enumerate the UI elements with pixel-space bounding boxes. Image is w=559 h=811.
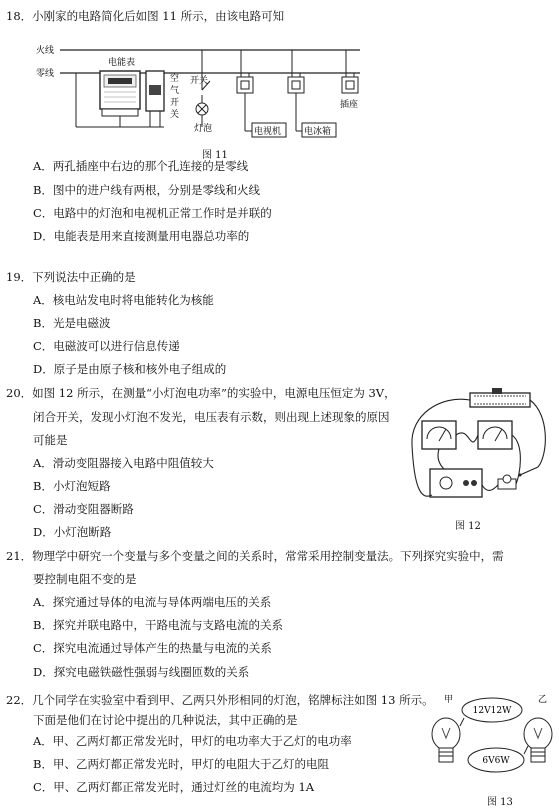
fridge-label: 电冰箱 — [304, 127, 332, 137]
live-wire-label: 火线 — [36, 46, 55, 56]
q19-option-c: C．电磁波可以进行信息传递 — [33, 339, 180, 353]
figure-12-caption: 图 12 — [455, 521, 481, 532]
ammeter-icon — [422, 421, 456, 449]
q18-option-d: D．电能表是用来直接测量用电器总功率的 — [33, 229, 250, 243]
breaker-label-2: 气 — [170, 86, 180, 96]
question-21-stem-line2: 要控制电阻不变的是 — [33, 572, 137, 586]
breaker-label-3: 开 — [170, 98, 180, 108]
q20-option-a: A．滑动变阻器接入电路中阻值较大 — [33, 456, 214, 470]
q20-option-b: B．小灯泡短路 — [33, 479, 111, 493]
figure-13-bulbs — [428, 690, 556, 800]
bulb-symbol — [196, 103, 208, 115]
tv-socket — [237, 50, 253, 93]
q21-option-b: B．探究并联电路中，干路电流与支路电流的关系 — [33, 618, 283, 632]
question-20-stem-line1: 20．如图 12 所示，在测量“小灯泡电功率”的实验中，电源电压恒定为 3V， — [6, 386, 396, 400]
question-20-stem-line3: 可能是 — [33, 433, 68, 447]
bulb-b-name: 乙 — [538, 695, 548, 705]
socket-label: 插座 — [340, 100, 359, 110]
figure-13-caption: 图 13 — [487, 797, 513, 808]
q21-option-a: A．探究通过导体的电流与导体两端电压的关系 — [33, 595, 272, 609]
q20-option-d: D．小灯泡断路 — [33, 525, 112, 539]
q18-option-a: A．两孔插座中右边的那个孔连接的是零线 — [33, 159, 249, 173]
bulb-a-name: 甲 — [444, 695, 454, 705]
q21-option-c: C．探究电流通过导体产生的热量与电流的关系 — [33, 641, 272, 655]
fridge-socket — [288, 50, 304, 93]
air-breaker — [146, 71, 164, 111]
tv-label: 电视机 — [254, 127, 282, 137]
q20-option-c: C．滑动变阻器断路 — [33, 502, 134, 516]
figure-11-circuit — [30, 35, 380, 163]
q18-option-c: C．电路中的灯泡和电视机正常工作时是并联的 — [33, 206, 272, 220]
power-supply-icon — [430, 469, 482, 497]
q21-option-d: D．探究电磁铁磁性强弱与线圈匝数的关系 — [33, 665, 250, 679]
question-22-stem-line1: 22．几个同学在实验室中看到甲、乙两只外形相同的灯泡，铭牌标注如图 13 所示。 — [6, 693, 434, 707]
breaker-label-4: 关 — [170, 110, 180, 120]
q22-option-b: B．甲、乙两灯都正常发光时，甲灯的电阻大于乙灯的电阻 — [33, 757, 329, 771]
question-19-stem: 19．下列说法中正确的是 — [6, 270, 136, 284]
bulb-a-icon — [432, 718, 460, 762]
voltmeter-icon — [478, 421, 512, 449]
switch-label: 开关 — [190, 76, 209, 86]
figure-12-experiment — [400, 385, 550, 515]
bulb-b-icon — [524, 718, 552, 762]
q22-option-a: A．甲、乙两灯都正常发光时，甲灯的电功率大于乙灯的电功率 — [33, 734, 352, 748]
bulb-a-rating: 12V12W — [472, 706, 512, 716]
q18-option-b: B．图中的进户线有两根，分别是零线和火线 — [33, 183, 260, 197]
question-21-stem-line1: 21．物理学中研究一个变量与多个变量之间的关系时，常常采用控制变量法。下列探究实验中，需 — [6, 549, 504, 563]
q19-option-b: B．光是电磁波 — [33, 316, 111, 330]
question-20-stem-line2: 闭合开关，发现小灯泡不发光，电压表有示数，则出现上述现象的原因 — [33, 410, 390, 424]
bulb-label: 灯泡 — [194, 124, 213, 134]
bulb-b-rating: 6V6W — [482, 756, 510, 766]
question-22-stem-line2: 下面是他们在讨论中提出的几种说法，其中正确的是 — [33, 713, 298, 727]
question-18-stem: 18．小刚家的电路简化后如图 11 所示，由该电路可知 — [6, 9, 285, 23]
rheostat-icon — [470, 388, 530, 407]
q19-option-d: D．原子是由原子核和核外电子组成的 — [33, 362, 227, 376]
meter-label: 电能表 — [108, 58, 136, 68]
wall-socket — [342, 50, 358, 93]
breaker-label-1: 空 — [170, 74, 180, 84]
q22-option-c: C．甲、乙两灯都正常发光时，通过灯丝的电流均为 1A — [33, 780, 315, 794]
figure-11-caption: 图 11 — [202, 150, 228, 161]
neutral-wire-label: 零线 — [36, 69, 55, 79]
switch-icon — [519, 467, 539, 477]
q19-option-a: A．核电站发电时将电能转化为核能 — [33, 293, 214, 307]
energy-meter — [100, 71, 140, 116]
bulb-holder-icon — [498, 475, 516, 489]
